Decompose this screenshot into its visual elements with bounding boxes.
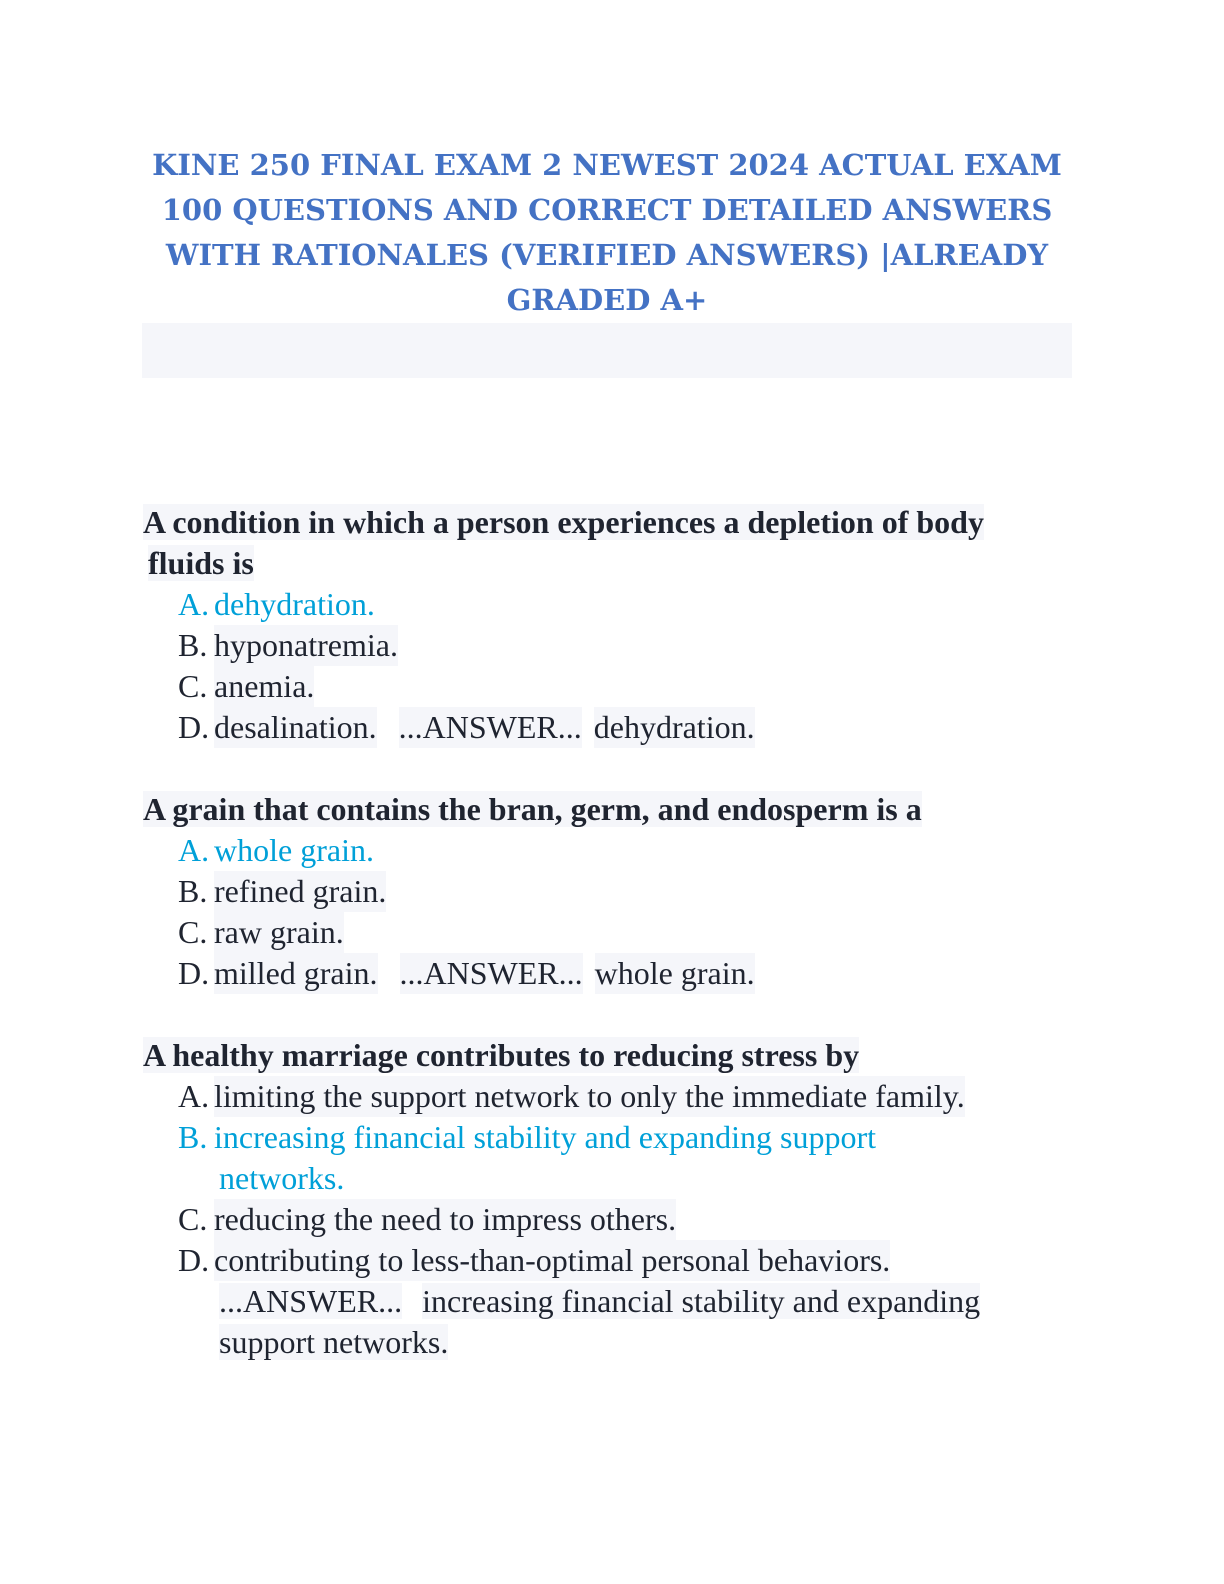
option-b — [143, 625, 1083, 666]
question-stem — [143, 502, 1083, 543]
option-text: milled grain. — [214, 953, 378, 994]
title-line-2: 100 QUESTIONS AND CORRECT DETAILED ANSWERS — [161, 193, 1053, 227]
option-text: increasing financial stability and expanding support — [214, 1119, 877, 1155]
option-letter: A. — [178, 586, 210, 622]
question-1 — [143, 502, 1083, 748]
option-a — [143, 830, 1083, 871]
answer-tag: ...ANSWER... — [399, 707, 582, 748]
answer-line-continued — [143, 1322, 1083, 1363]
title-line-4: GRADED A+ — [506, 283, 708, 317]
option-letter: A. — [178, 832, 210, 868]
option-text: dehydration. — [214, 586, 375, 622]
option-b-continued — [143, 1158, 1083, 1199]
answer-value-line-1: increasing financial stability and expanding — [422, 1283, 981, 1319]
question-stem-line-2: fluids is — [148, 545, 254, 581]
option-d — [143, 953, 1083, 994]
option-letter: D. — [178, 1242, 210, 1278]
question-stem — [143, 789, 1083, 830]
option-letter: B. — [178, 627, 208, 663]
option-c — [143, 912, 1083, 953]
document-title — [142, 143, 1072, 323]
title-shaded-band — [142, 323, 1072, 378]
option-text: whole grain. — [214, 832, 374, 868]
question-stem-line-1: A healthy marriage contributes to reducing stress by — [143, 1037, 860, 1073]
question-stem-line-1: A condition in which a person experiences a depletion of body — [143, 504, 984, 540]
option-letter: B. — [178, 1119, 208, 1155]
question-stem — [143, 1035, 1083, 1076]
option-b — [143, 871, 1083, 912]
question-3 — [143, 1035, 1083, 1363]
option-d — [143, 1240, 1083, 1281]
option-text: desalination. — [214, 707, 377, 748]
option-letter: C. — [178, 914, 208, 950]
title-line-3: WITH RATIONALES (VERIFIED ANSWERS) |ALREADY — [165, 238, 1049, 272]
option-b — [143, 1117, 1083, 1158]
question-stem-line-1: A grain that contains the bran, germ, and endosperm is a — [143, 791, 922, 827]
answer-value-line-2: support networks. — [219, 1324, 449, 1360]
answer-line — [143, 1281, 1083, 1322]
option-text: hyponatremia. — [214, 625, 398, 666]
option-letter: B. — [178, 873, 208, 909]
option-text: raw grain. — [214, 912, 344, 953]
option-text: refined grain. — [214, 871, 386, 912]
option-a — [143, 1076, 1083, 1117]
answer-value: whole grain. — [595, 953, 755, 994]
option-a — [143, 584, 1083, 625]
option-letter: C. — [178, 1201, 208, 1237]
questions-list — [143, 502, 1083, 1404]
option-text: contributing to less-than-optimal personal behaviors. — [214, 1240, 890, 1281]
question-stem-cont — [143, 543, 1083, 584]
option-c — [143, 1199, 1083, 1240]
question-2 — [143, 789, 1083, 994]
answer-value: dehydration. — [594, 707, 755, 748]
answer-tag: ...ANSWER... — [219, 1283, 403, 1319]
option-text: limiting the support network to only the immediate family. — [214, 1076, 965, 1117]
option-d — [143, 707, 1083, 748]
option-text: reducing the need to impress others. — [214, 1199, 676, 1240]
option-letter: C. — [178, 668, 208, 704]
option-text: anemia. — [214, 666, 314, 707]
answer-tag: ...ANSWER... — [400, 953, 583, 994]
option-letter: D. — [178, 709, 210, 745]
option-text-continued: networks. — [219, 1160, 345, 1196]
option-c — [143, 666, 1083, 707]
title-line-1: KINE 250 FINAL EXAM 2 NEWEST 2024 ACTUAL EXAM — [152, 148, 1062, 182]
option-letter: D. — [178, 955, 210, 991]
option-letter: A. — [178, 1078, 210, 1114]
